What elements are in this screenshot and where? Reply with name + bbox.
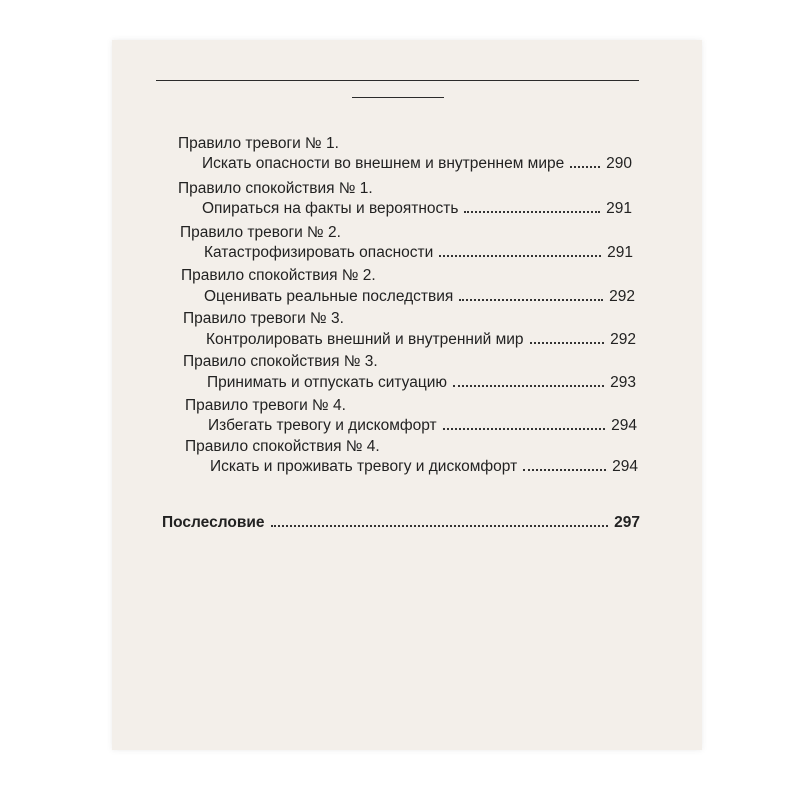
toc-item xyxy=(202,155,632,173)
toc-item-label: Опираться на факты и вероятность xyxy=(202,200,459,217)
toc-heading-anxiety-3 xyxy=(183,310,344,328)
toc-item-label: Катастрофизировать опасности xyxy=(204,244,434,261)
toc-page-number: 290 xyxy=(606,155,632,172)
toc-item-label: Искать и проживать тревогу и дискомфорт xyxy=(210,458,518,475)
toc-heading-calm-4 xyxy=(185,438,380,456)
toc-page-number: 291 xyxy=(607,244,633,261)
toc-item xyxy=(208,417,637,435)
toc-heading-calm-1 xyxy=(178,180,373,198)
toc-item xyxy=(202,200,632,218)
toc-heading-anxiety-1 xyxy=(178,135,339,153)
leader-dots xyxy=(464,211,600,213)
toc-heading-label: Правило спокойствия № 2. xyxy=(181,267,376,284)
leader-dots xyxy=(523,469,606,471)
toc-page-number: 292 xyxy=(609,288,635,305)
toc-heading-label: Правило тревоги № 2. xyxy=(180,224,341,241)
toc-afterword xyxy=(162,514,640,532)
toc-page-number: 292 xyxy=(610,331,636,348)
leader-dots xyxy=(271,525,609,527)
toc-item xyxy=(204,244,633,262)
toc-heading-label: Правило спокойствия № 1. xyxy=(178,180,373,197)
toc-item xyxy=(206,331,636,349)
toc-page-number: 294 xyxy=(612,458,638,475)
toc-page-number: 294 xyxy=(611,417,637,434)
toc-page-number: 291 xyxy=(606,200,632,217)
toc-heading-anxiety-4 xyxy=(185,397,346,415)
toc-item-label: Послесловие xyxy=(162,514,265,531)
toc-item xyxy=(207,374,636,392)
toc-page-number: 297 xyxy=(614,514,640,531)
toc-item-label: Оценивать реальные последствия xyxy=(204,288,454,305)
toc-heading-label: Правило тревоги № 3. xyxy=(183,310,344,327)
toc-item-label: Избегать тревогу и дискомфорт xyxy=(208,417,437,434)
toc-heading-calm-3 xyxy=(183,353,378,371)
toc-heading-label: Правило спокойствия № 4. xyxy=(185,438,380,455)
leader-dots xyxy=(439,255,601,257)
toc-heading-label: Правило спокойствия № 3. xyxy=(183,353,378,370)
toc-item-label: Искать опасности во внешнем и внутреннем мире xyxy=(202,155,565,172)
leader-dots xyxy=(443,428,606,430)
toc-item xyxy=(210,458,638,476)
toc-heading-anxiety-2 xyxy=(180,224,341,242)
toc-heading-label: Правило тревоги № 1. xyxy=(178,135,339,152)
toc-heading-calm-2 xyxy=(181,267,376,285)
leader-dots xyxy=(570,166,600,168)
leader-dots xyxy=(530,342,605,344)
book-page xyxy=(112,40,702,750)
toc-item xyxy=(204,288,635,306)
leader-dots xyxy=(453,385,604,387)
toc-page-number: 293 xyxy=(610,374,636,391)
toc-heading-label: Правило тревоги № 4. xyxy=(185,397,346,414)
table-of-contents xyxy=(112,40,702,750)
leader-dots xyxy=(459,299,603,301)
toc-item-label: Контролировать внешний и внутренний мир xyxy=(206,331,524,348)
toc-item-label: Принимать и отпускать ситуацию xyxy=(207,374,448,391)
